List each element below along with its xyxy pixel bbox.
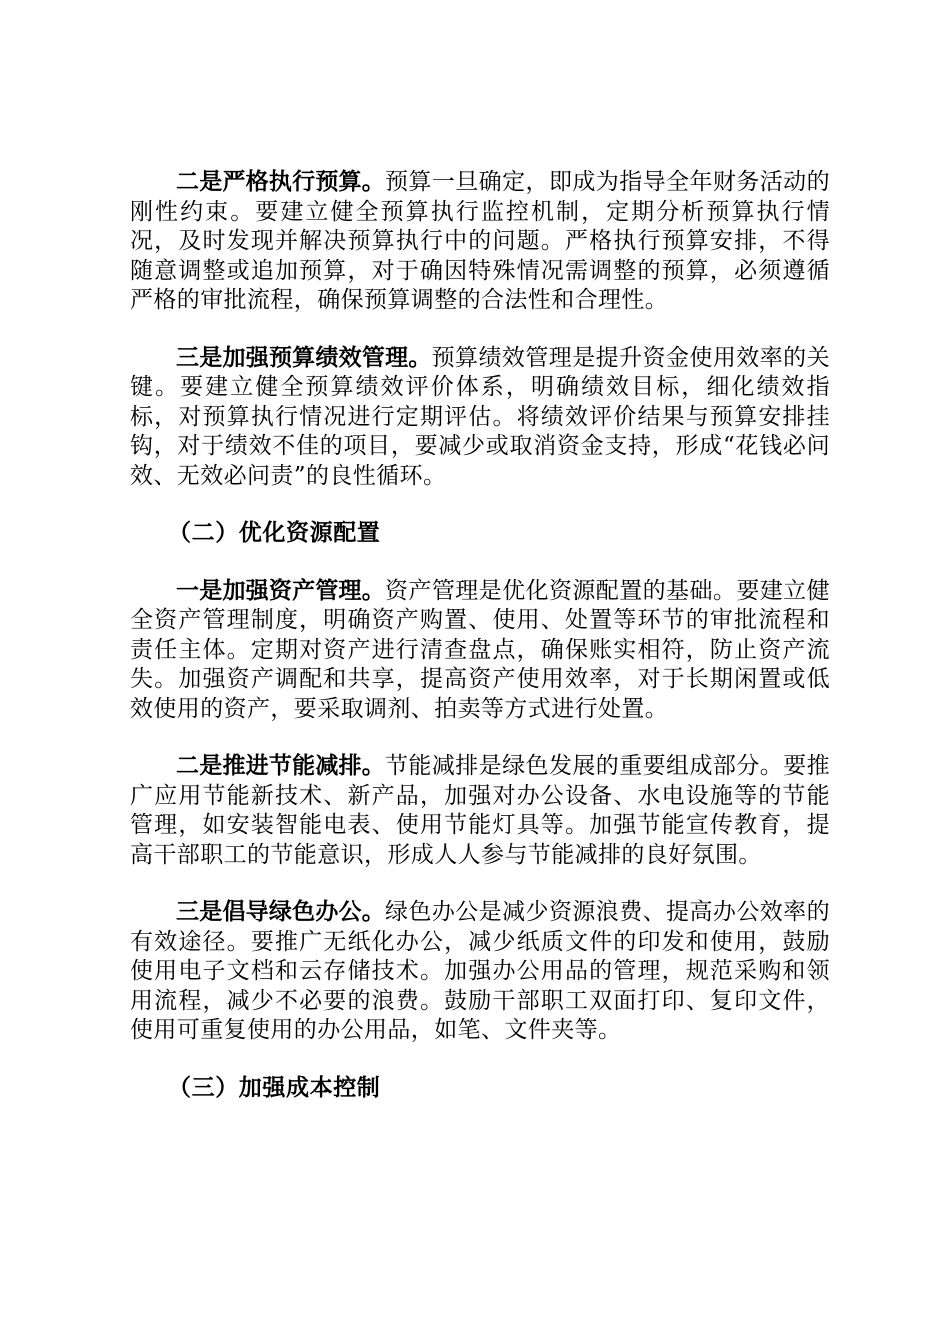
paragraph-green-office <box>130 898 830 1046</box>
document-page <box>130 168 830 1131</box>
paragraph-body: 绿色办公是减少资源浪费、提高办公效率的有效途径。要推广无纸化办公，减少纸质文件的印发和使用，鼓励使用电子文档和云存储技术。加强办公用品的管理，规范采购和领用流程，减少不必要的浪费。鼓励干部职工双面打印、复印文件，使用可重复使用的办公用品，如笔、文件夹等。 <box>130 899 830 1043</box>
paragraph-lead: 一是加强资产管理。 <box>176 577 385 604</box>
section-heading-cost-control: （三）加强成本控制 <box>168 1074 381 1101</box>
paragraph-body: 资产管理是优化资源配置的基础。要建立健全资产管理制度，明确资产购置、使用、处置等环节的审批流程和责任主体。定期对资产进行清查盘点，确保账实相符，防止资产流失。加强资产调配和共享，提高资产使用效率，对于长期闲置或低效使用的资产，要采取调剂、拍卖等方式进行处置。 <box>130 577 830 722</box>
paragraph-lead: 二是推进节能减排。 <box>176 753 385 779</box>
paragraph-strict-budget-execution <box>130 168 830 316</box>
paragraph-lead: 二是严格执行预算。 <box>176 169 385 195</box>
paragraph-body: 预算一旦确定，即成为指导全年财务活动的刚性约束。要建立健全预算执行监控机制，定期分析预算执行情况，及时发现并解决预算执行中的问题。严格执行预算安排，不得随意调整或追加预算，对于确因特殊情况需调整的预算，必须遵循严格的审批流程，确保预算调整的合法性和合理性。 <box>130 169 830 313</box>
paragraph-asset-management <box>130 577 830 725</box>
paragraph-body: 节能减排是绿色发展的重要组成部分。要推广应用节能新技术、新产品，加强对办公设备、水电设施等的节能管理，如安装智能电表、使用节能灯具等。加强节能宣传教育，提高干部职工的节能意识，形成人人参与节能减排的良好氛围。 <box>130 753 830 868</box>
paragraph-energy-saving <box>130 752 830 870</box>
paragraph-budget-performance <box>130 344 830 492</box>
paragraph-lead: 三是倡导绿色办公。 <box>176 899 385 925</box>
paragraph-lead: 三是加强预算绩效管理。 <box>176 344 432 371</box>
section-heading-optimize-resources: （二）优化资源配置 <box>168 520 381 546</box>
paragraph-body: 预算绩效管理是提升资金使用效率的关键。要建立健全预算绩效评价体系，明确绩效目标，细化绩效指标，对预算执行情况进行定期评估。将绩效评价结果与预算安排挂钩，对于绩效不佳的项目，要减少或取消资金支持，形成“花钱必问效、无效必问责”的良性循环。 <box>130 344 830 489</box>
